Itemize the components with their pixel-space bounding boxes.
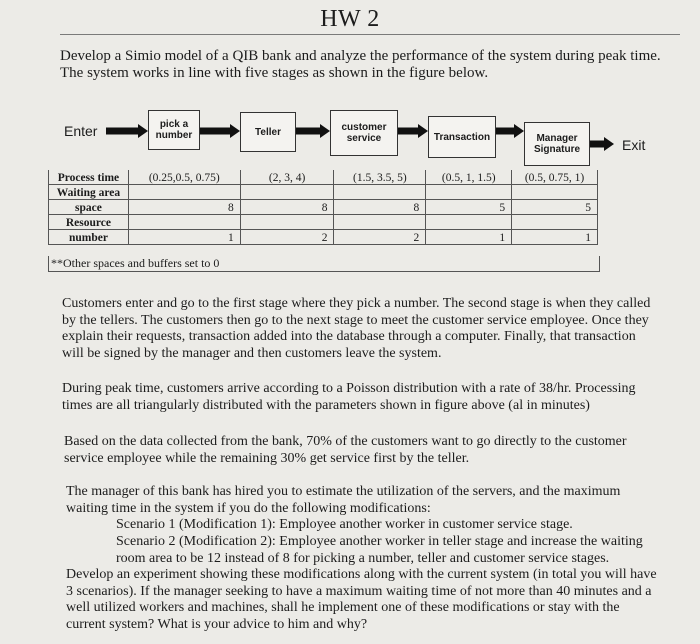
paragraph-customer-split: Based on the data collected from the bank, 70% of the customers want to go directly to the customer service employee while the remaining 30% get service first by the teller.: [64, 434, 627, 466]
resource-number-cell: 1: [426, 230, 512, 245]
stage-teller: [240, 112, 296, 152]
table-row-resource-label: [49, 215, 598, 230]
scenario-2: Scenario 2 (Modification 2): Employee another worker in teller stage and increase the waiting room area to be 12 instead of 8 for picking a number, teller and customer service stages.: [116, 534, 643, 566]
table-row-waiting-space: [49, 200, 598, 215]
stage-label: Teller: [255, 126, 281, 138]
stage-label: pick a: [159, 119, 189, 130]
resource-label: Resource: [49, 215, 129, 230]
stage-label: Manager: [536, 133, 578, 144]
stage-transaction: [428, 116, 496, 158]
table-footnote: **Other spaces and buffers set to 0: [48, 256, 600, 272]
process-flow-diagram: [0, 0, 700, 290]
waiting-space-cell: 5: [512, 200, 598, 215]
exit-label: Exit: [622, 137, 646, 153]
stage-pick-number: [148, 110, 200, 150]
waiting-space-cell: 8: [240, 200, 334, 215]
resource-number-cell: 2: [240, 230, 334, 245]
paragraph-peak-time: During peak time, customers arrive according to a Poisson distribution with a rate of 38/hr. Processing times are all triangularly distributed with the parameters shown in figure above (al in minutes): [62, 381, 636, 413]
process-time-cell: (2, 3, 4): [240, 170, 334, 185]
table-row-resource-number: [49, 230, 598, 245]
stage-customer-service: [330, 110, 398, 156]
resource-number-cell: 1: [512, 230, 598, 245]
stage-label: Signature: [533, 144, 581, 155]
stage-manager-signature: [524, 122, 590, 166]
process-time-cell: (0.5, 0.75, 1): [512, 170, 598, 185]
stage-label: number: [155, 130, 193, 141]
stage-label: Transaction: [433, 131, 491, 143]
waiting-space-cell: 5: [426, 200, 512, 215]
waiting-area-label: Waiting area: [49, 185, 129, 200]
resource-number-cell: 1: [128, 230, 240, 245]
resource-number-label: number: [49, 230, 129, 245]
scenario-1: Scenario 1 (Modification 1): Employee another worker in customer service stage.: [116, 517, 573, 532]
process-time-cell: (0.5, 1, 1.5): [426, 170, 512, 185]
paragraph-experiment: Develop an experiment showing these modifications along with the current system (in total you will have 3 scenarios). If the manager seeking to have a maximum waiting time of not more than 40 minutes and a well utilized workers and machines, shall he implement one of these modifications or stay with the current system? What is your advice to him and why?: [66, 567, 657, 632]
waiting-space-cell: 8: [128, 200, 240, 215]
intro-paragraph: Develop a Simio model of a QIB bank and analyze the performance of the system during peak time. The system works in line with five stages as shown in the figure below.: [60, 48, 661, 81]
table-row-process-time: [49, 170, 598, 185]
process-time-label: Process time: [49, 170, 129, 185]
resource-number-cell: 2: [334, 230, 426, 245]
enter-label: Enter: [64, 123, 98, 139]
process-time-cell: (1.5, 3.5, 5): [334, 170, 426, 185]
table-row-waiting-label: [49, 185, 598, 200]
parameters-table: [48, 170, 598, 245]
stage-label: service: [346, 133, 382, 144]
paragraph-manager-request: The manager of this bank has hired you to estimate the utilization of the servers, and the maximum waiting time in the system if you do the following modifications:: [66, 484, 621, 516]
process-time-cell: (0.25,0.5, 0.75): [128, 170, 240, 185]
page-title: HW 2: [320, 6, 380, 32]
paragraph-stages: Customers enter and go to the first stage where they pick a number. The second stage is when they called by the tellers. The customers then go to the next stage to meet the customer service employee. Once they explain their requests, transaction added into the database through a computer. Finally, that transaction will be signed by the manager and then customers leave the system.: [62, 296, 651, 361]
waiting-space-label: space: [49, 200, 129, 215]
waiting-space-cell: 8: [334, 200, 426, 215]
stage-label: customer: [341, 122, 387, 133]
